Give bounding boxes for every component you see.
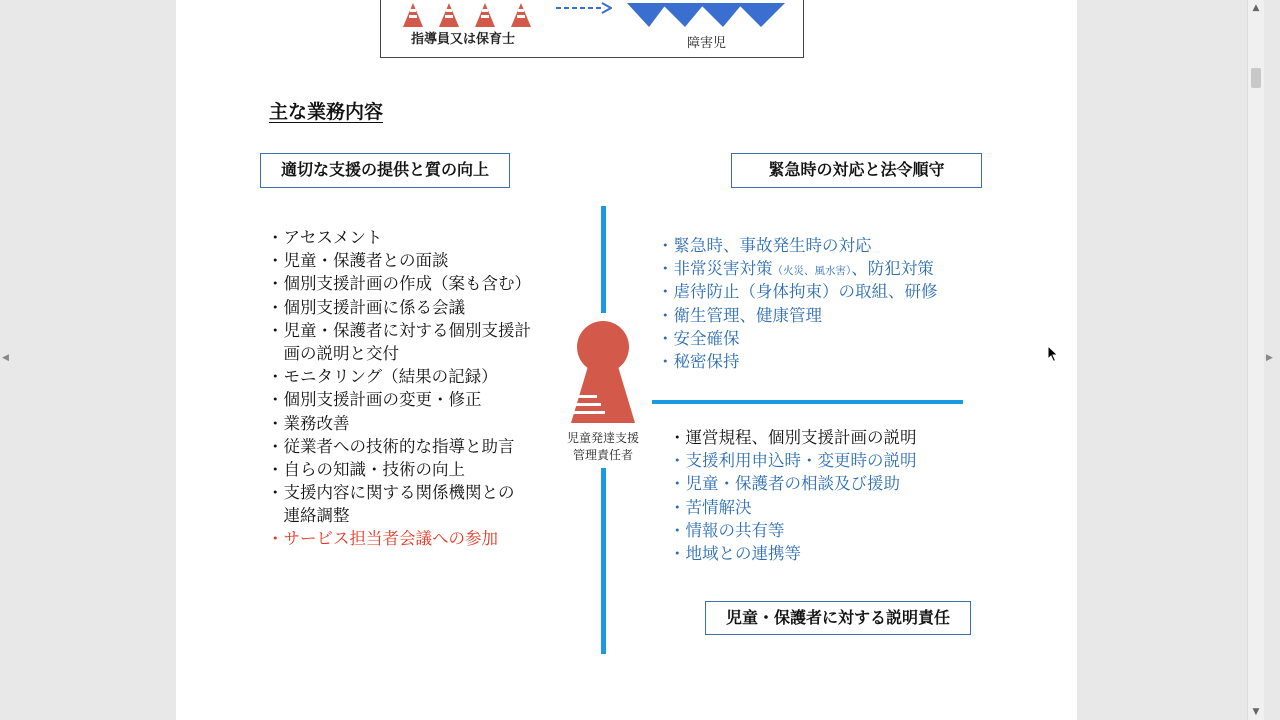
scroll-up-arrow-icon[interactable]: ▲	[1252, 3, 1260, 13]
scroll-down-arrow-icon[interactable]: ▼	[1252, 707, 1260, 717]
highlighted-list-item: ・サービス担当者会議への参加	[267, 529, 498, 549]
list-item: ・個別支援計画の作成（案も含む）	[267, 274, 531, 294]
list-item: ・虐待防止（身体拘束）の取組、研修	[657, 282, 938, 302]
list-item: ・情報の共有等	[669, 520, 785, 540]
document-page	[176, 0, 1077, 720]
vertical-divider-top	[601, 206, 606, 313]
list-item: ・個別支援計画に係る会議	[267, 297, 465, 317]
quality-header-box: 適切な支援の提供と質の向上	[260, 153, 510, 188]
left-edge-arrow-icon[interactable]: ◀	[2, 353, 9, 363]
list-item: ・安全確保	[657, 328, 740, 348]
list-item: 画の説明と交付	[267, 343, 399, 363]
list-item: ・個別支援計画の変更・修正	[267, 390, 482, 410]
list-item: ・従業者への技術的な指導と助言	[267, 436, 515, 456]
section-heading: 主な業務内容	[269, 101, 384, 123]
staffing-diagram-box	[380, 0, 804, 58]
list-item-note: （火災、風水害）	[772, 265, 852, 278]
emergency-task-list	[657, 234, 938, 373]
list-item: ・モニタリング（結果の記録）	[267, 367, 498, 387]
list-item: ・秘密保持	[657, 351, 740, 371]
role-label-line1: 児童発達支援	[566, 431, 639, 445]
list-item: ・地域との連携等	[669, 543, 801, 563]
list-item: ・苦情解決	[669, 497, 752, 517]
vertical-divider-bottom	[601, 468, 606, 654]
cursor-icon	[1047, 345, 1059, 363]
arrow-right-icon	[556, 1, 612, 15]
list-item: ・児童・保護者の相談及び援助	[669, 474, 900, 494]
staff-figures-icon	[401, 0, 541, 29]
list-item: ・児童・保護者との面談	[267, 251, 449, 271]
list-item-main: ・非常災害対策	[657, 259, 773, 279]
children-label: 障害児	[687, 36, 727, 51]
list-item: ・支援内容に関する関係機関との	[267, 483, 515, 503]
list-item: ・運営規程、個別支援計画の説明	[669, 428, 917, 447]
accountability-header-box: 児童・保護者に対する説明責任	[705, 601, 971, 635]
right-edge-arrow-icon[interactable]: ▶	[1266, 353, 1273, 363]
list-item: ・業務改善	[267, 413, 350, 433]
list-item	[657, 257, 938, 280]
list-item: ・アセスメント	[267, 228, 383, 247]
children-figures-icon	[627, 0, 791, 29]
list-item: ・自らの知識・技術の向上	[267, 459, 465, 479]
staff-label: 指導員又は保育士	[411, 32, 516, 47]
accountability-task-list	[669, 426, 917, 565]
person-figure-icon	[567, 319, 639, 425]
list-item-tail: 、防犯対策	[851, 259, 934, 279]
horizontal-divider	[652, 400, 963, 404]
scroll-thumb[interactable]	[1251, 68, 1261, 88]
list-item: 連絡調整	[267, 506, 350, 526]
list-item: ・支援利用申込時・変更時の説明	[669, 451, 917, 471]
vertical-scrollbar[interactable]	[1247, 0, 1264, 720]
quality-task-list	[267, 226, 531, 551]
role-label-line2: 管理責任者	[572, 448, 633, 462]
role-label	[548, 430, 658, 464]
emergency-header-box: 緊急時の対応と法令順守	[731, 153, 982, 188]
list-item: ・児童・保護者に対する個別支援計	[267, 320, 531, 340]
list-item: ・衛生管理、健康管理	[657, 305, 822, 325]
list-item: ・緊急時、事故発生時の対応	[657, 236, 872, 255]
